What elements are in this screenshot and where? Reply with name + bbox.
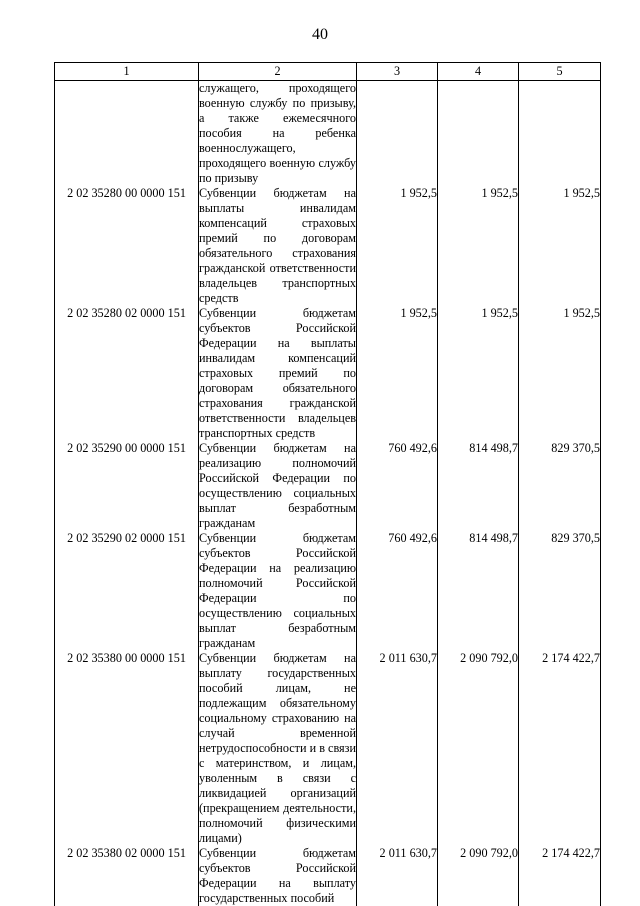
row-value-col3 xyxy=(357,81,438,187)
row-value-col3: 1 952,5 xyxy=(357,306,438,441)
row-value-col3: 760 492,6 xyxy=(357,531,438,651)
row-value-col4: 1 952,5 xyxy=(438,186,519,306)
column-header-1: 1 xyxy=(55,63,199,81)
row-value-col4: 2 090 792,0 xyxy=(438,846,519,906)
table-row xyxy=(55,651,601,846)
row-value-col3: 760 492,6 xyxy=(357,441,438,531)
row-value-col5: 2 174 422,7 xyxy=(519,651,601,846)
table-row xyxy=(55,81,601,187)
row-code: 2 02 35380 02 0000 151 xyxy=(55,846,199,906)
column-header-5: 5 xyxy=(519,63,601,81)
table-row xyxy=(55,846,601,906)
row-code: 2 02 35280 00 0000 151 xyxy=(55,186,199,306)
row-value-col5: 1 952,5 xyxy=(519,186,601,306)
row-description: Субвенции бюджетам субъектов Российской Федерации на выплату государственных пособий xyxy=(199,846,357,906)
row-value-col3: 2 011 630,7 xyxy=(357,846,438,906)
row-description: Субвенции бюджетам на реализацию полномочий Российской Федерации по осуществлению социальных выплат безработным гражданам xyxy=(199,441,357,531)
header-row xyxy=(55,63,601,81)
table-row xyxy=(55,186,601,306)
row-value-col4: 2 090 792,0 xyxy=(438,651,519,846)
row-description: служащего, проходящего военную службу по призыву, а также ежемесячного пособия на ребенка военнослужащего, проходящего военную службу по призыву xyxy=(199,81,357,187)
table-header xyxy=(55,63,601,81)
column-header-2: 2 xyxy=(199,63,357,81)
column-header-3: 3 xyxy=(357,63,438,81)
row-description: Субвенции бюджетам субъектов Российской Федерации на выплаты инвалидам компенсаций страховых премий по договорам обязательного страхования гражданской ответственности владельцев транспортных средств xyxy=(199,306,357,441)
row-value-col5: 829 370,5 xyxy=(519,531,601,651)
row-description: Субвенции бюджетам субъектов Российской Федерации на реализацию полномочий Российской Федерации по осуществлению социальных выплат безработным гражданам xyxy=(199,531,357,651)
row-value-col3: 1 952,5 xyxy=(357,186,438,306)
row-value-col5: 2 174 422,7 xyxy=(519,846,601,906)
row-value-col4 xyxy=(438,81,519,187)
page-number: 40 xyxy=(0,26,640,44)
row-value-col5: 1 952,5 xyxy=(519,306,601,441)
budget-table xyxy=(54,62,601,906)
row-code: 2 02 35290 00 0000 151 xyxy=(55,441,199,531)
row-value-col5 xyxy=(519,81,601,187)
row-code: 2 02 35380 00 0000 151 xyxy=(55,651,199,846)
table-row xyxy=(55,531,601,651)
row-value-col4: 814 498,7 xyxy=(438,531,519,651)
table-row xyxy=(55,306,601,441)
row-description: Субвенции бюджетам на выплату государственных пособий лицам, не подлежащим обязательному социальному страхованию на случай временной нетрудоспособности и в связи с материнством, и лицам, уволенным в связи с ликвидацией организаций (прекращением деятельности, полномочий физическими лицами) xyxy=(199,651,357,846)
row-value-col4: 814 498,7 xyxy=(438,441,519,531)
row-value-col5: 829 370,5 xyxy=(519,441,601,531)
table-row xyxy=(55,441,601,531)
row-code: 2 02 35290 02 0000 151 xyxy=(55,531,199,651)
table-body xyxy=(55,81,601,906)
row-value-col3: 2 011 630,7 xyxy=(357,651,438,846)
row-code xyxy=(55,81,199,187)
row-value-col4: 1 952,5 xyxy=(438,306,519,441)
row-description: Субвенции бюджетам на выплаты инвалидам компенсаций страховых премий по договорам обязательного страхования гражданской ответственности владельцев транспортных средств xyxy=(199,186,357,306)
column-header-4: 4 xyxy=(438,63,519,81)
row-code: 2 02 35280 02 0000 151 xyxy=(55,306,199,441)
